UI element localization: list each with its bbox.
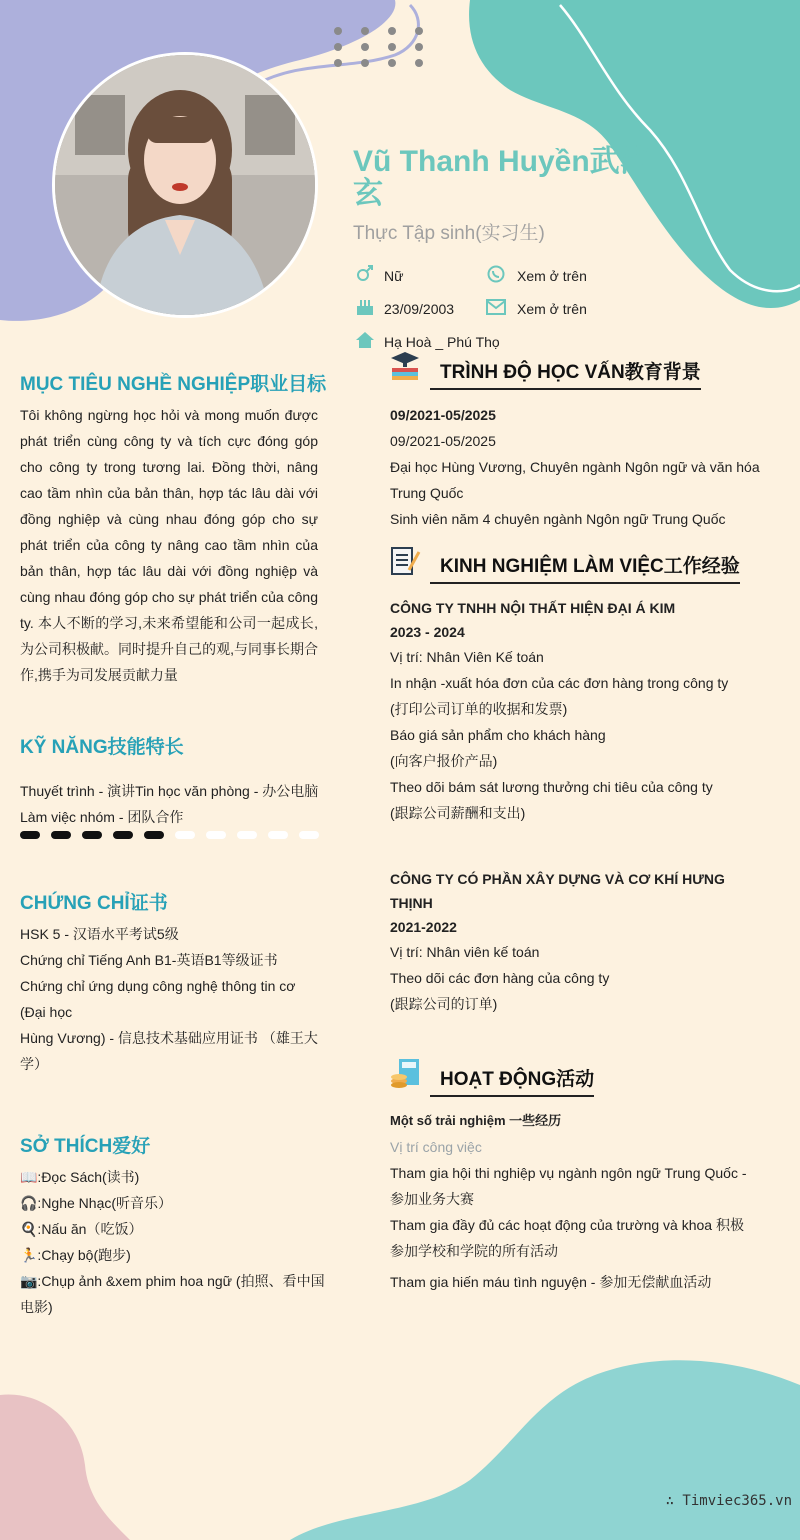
job-line: (打印公司订单的收据和发票) [390, 701, 568, 717]
hobby-item: 📖:Đọc Sách(读书) [20, 1169, 140, 1185]
skill-segment-filled [20, 831, 40, 839]
job-entry [390, 596, 760, 826]
job-line: Báo giá sản phẩm cho khách hàng [390, 727, 606, 743]
pink-blob [0, 1394, 130, 1540]
skill-segment-empty [175, 831, 195, 839]
job-line: (向客户报价产品) [390, 753, 498, 769]
hobby-item: 🏃:Chạy bộ(跑步) [20, 1247, 131, 1263]
job-line: Theo dõi bám sát lương thưởng chi tiêu của công ty [390, 779, 713, 795]
education-period-bold: 09/2021-05/2025 [390, 407, 496, 423]
activities-heading: HOẠT ĐỘNG活动 [430, 1064, 594, 1097]
education-school: Đại học Hùng Vương, Chuyên ngành Ngôn ngữ và văn hóa Trung Quốc [390, 459, 760, 501]
activity-item: Tham gia đầy đủ các hoạt động của trường và khoa 积极参加学校和学院的所有活动 [390, 1217, 744, 1259]
candidate-name: Vũ Thanh Huyền武清玄 [353, 145, 650, 210]
job-line: Theo dõi các đơn hàng của công ty [390, 970, 610, 986]
objective-text: Tôi không ngừng học hỏi và mong muốn được phát triển cùng công ty và tích cực đóng góp cho công ty trong tương lai. Đồng thời, nâng cao tầm nhìn của bản thân, hợp tác lâu dài với đồng nghiệp và cùng nhau đóng góp cho sự phát triển của công ty nâng cao tầm nhìn của bản thân, hợp tác lâu dài với đồng nghiệp và cùng nhau đóng góp cho sự phát triển của công ty. 本人不断的学习,未来希望能和公司一起成长,为公司积极献。同时提升自己的观,与同事长期合作,携手为司发展贡献力量 [20, 407, 318, 683]
document-checklist-icon [389, 544, 421, 576]
certificates-list [20, 921, 320, 1077]
certificate-item: Chứng chỉ ứng dụng công nghệ thông tin cơ (Đại học [20, 978, 296, 1020]
education-heading: TRÌNH ĐỘ HỌC VẤN教育背景 [430, 357, 701, 390]
skills-text: Thuyết trình - 演讲Tin học văn phòng - 办公电脑Làm việc nhóm - 团队合作 [20, 783, 319, 825]
activities-position: Vị trí công việc [390, 1139, 482, 1155]
email-value[interactable]: Xem ở trên [517, 301, 587, 317]
job-company: CÔNG TY CÓ PHẦN XÂY DỰNG VÀ CƠ KHÍ HƯNG THỊNH [390, 871, 725, 911]
skill-segment-empty [299, 831, 319, 839]
skills-heading: KỸ NĂNG技能特长 [20, 737, 184, 758]
education-desc: Sinh viên năm 4 chuyên ngành Ngôn ngữ Trung Quốc [390, 511, 726, 527]
job-period: 2021-2022 [390, 919, 457, 935]
hobbies-list [20, 1164, 325, 1320]
birthday-cake-icon [355, 298, 375, 316]
hobby-item: 🎧:Nghe Nhạc(听音乐） [20, 1195, 173, 1211]
birthday-value: 23/09/2003 [384, 301, 455, 317]
gender-value: Nữ [384, 268, 404, 284]
certificates-heading: CHỨNG CHỈ证书 [20, 893, 168, 914]
phone-value[interactable]: Xem ở trên [517, 268, 587, 284]
gender-icon [355, 265, 375, 283]
phone-icon [486, 265, 506, 283]
hobby-item: 🍳:Nấu ăn（吃饭） [20, 1221, 143, 1237]
education-body [390, 402, 760, 532]
job-entry [390, 867, 740, 1017]
candidate-role: Thực Tập sinh(实习生) [353, 223, 545, 244]
objective-heading: MỤC TIÊU NGHỀ NGHIỆP职业目标 [20, 374, 327, 395]
graduation-cap-icon [389, 350, 421, 382]
job-line: In nhận -xuất hóa đơn của các đơn hàng trong công ty [390, 675, 729, 691]
watermark: ∴ Timviec365.vn [665, 1493, 792, 1509]
job-line: (跟踪公司薪酬和支出) [390, 805, 526, 821]
skill-segment-filled [144, 831, 164, 839]
education-period: 09/2021-05/2025 [390, 433, 496, 449]
avatar-illustration [55, 55, 315, 315]
home-icon [355, 331, 375, 349]
skill-segment-empty [237, 831, 257, 839]
hobbies-heading: SỞ THÍCH爱好 [20, 1136, 151, 1157]
avatar-photo [52, 52, 318, 318]
job-line: (跟踪公司的订单) [390, 996, 498, 1012]
activities-subheading: Một số trải nghiệm 一些经历 [390, 1113, 562, 1128]
job-company: CÔNG TY TNHH NỘI THẤT HIỆN ĐẠI Á KIM [390, 600, 676, 616]
job-period: 2023 - 2024 [390, 624, 465, 640]
calculator-coins-icon [389, 1057, 421, 1089]
activities-body [390, 1108, 750, 1295]
skill-segment-empty [268, 831, 288, 839]
email-icon [486, 298, 506, 316]
skill-segment-filled [113, 831, 133, 839]
hobby-item: 📷:Chụp ảnh &xem phim hoa ngữ (拍照、看中国电影) [20, 1273, 325, 1315]
bottom-teal-blob [290, 1360, 800, 1540]
address-value: Hạ Hoà _ Phú Thọ [384, 334, 500, 350]
activity-item: Tham gia hội thi nghiệp vụ ngành ngôn ngữ Trung Quốc - 参加业务大赛 [390, 1165, 747, 1207]
skill-segment-filled [82, 831, 102, 839]
certificate-item: Hùng Vương) - 信息技术基础应用证书 （雄王大学） [20, 1030, 318, 1072]
activity-item: Tham gia hiến máu tình nguyện - 参加无偿献血活动 [390, 1274, 712, 1290]
certificate-item: Chứng chỉ Tiếng Anh B1-英语B1等级证书 [20, 952, 278, 968]
experience-heading: KINH NGHIỆM LÀM VIỆC工作经验 [430, 551, 740, 584]
job-position: Vị trí: Nhân viên kế toán [390, 944, 540, 960]
skill-segment-filled [51, 831, 71, 839]
job-position: Vị trí: Nhân Viên Kế toán [390, 649, 544, 665]
certificate-item: HSK 5 - 汉语水平考试5级 [20, 926, 179, 942]
skill-segment-empty [206, 831, 226, 839]
